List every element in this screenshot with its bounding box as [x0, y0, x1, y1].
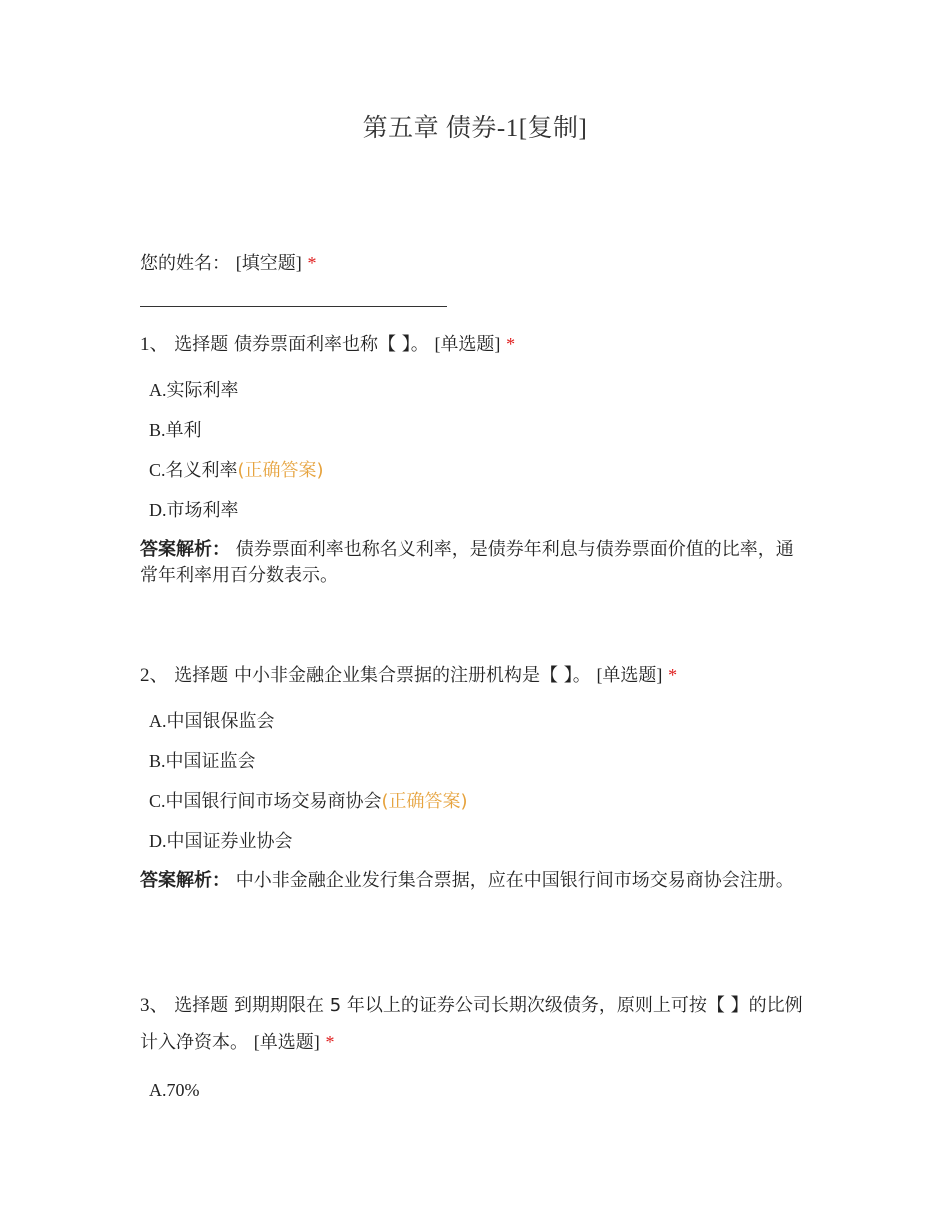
option-text: 中国证券业协会 [166, 831, 293, 852]
question-text: 选择题 到期期限在 5 年以上的证券公司长期次级债务，原则上可按【 】的比例计入净资本。 [140, 995, 803, 1053]
question-2-option-b [149, 749, 256, 774]
analysis-label: 答案解析： [140, 870, 230, 891]
option-letter: D. [149, 831, 167, 851]
option-letter: A. [149, 711, 167, 731]
question-type-tag: [单选题] [434, 334, 501, 354]
question-1-analysis [140, 537, 800, 589]
question-3-option-a [149, 1078, 200, 1103]
question-text: 选择题 债券票面利率也称【 】。 [174, 334, 429, 355]
question-1-title [140, 326, 810, 363]
question-type-tag: [单选题] [253, 1032, 320, 1052]
option-letter: B. [149, 420, 166, 440]
option-letter: B. [149, 751, 166, 771]
name-answer-line [140, 306, 447, 307]
name-question [140, 245, 810, 282]
question-3-title [140, 988, 805, 1061]
option-text: 单利 [165, 420, 202, 441]
question-2-option-a [149, 709, 275, 734]
option-letter: A. [149, 1080, 167, 1100]
option-letter: A. [149, 380, 167, 400]
option-text: 实际利率 [166, 380, 239, 401]
option-letter: C. [149, 791, 166, 811]
question-1-option-b [149, 418, 202, 443]
question-number: 3、 [140, 995, 169, 1016]
required-mark: * [668, 665, 678, 685]
analysis-text: 债券票面利率也称名义利率，是债券年利息与债券票面价值的比率，通常年利率用百分数表示。 [140, 539, 794, 586]
question-1-option-c [149, 458, 324, 483]
question-type-tag: [填空题] [235, 253, 302, 273]
option-letter: C. [149, 460, 166, 480]
question-2-analysis [140, 868, 800, 894]
option-text: 中国银保监会 [166, 711, 275, 732]
question-text: 选择题 中小非金融企业集合票据的注册机构是【 】。 [174, 665, 591, 686]
question-1-option-d [149, 498, 239, 523]
option-text: 中国证监会 [165, 751, 256, 772]
option-text: 中国银行间市场交易商协会 [165, 791, 382, 812]
name-label: 您的姓名： [140, 253, 230, 274]
option-text: 市场利率 [166, 500, 239, 521]
required-mark: * [307, 253, 317, 273]
question-1-option-a [149, 378, 239, 403]
option-letter: D. [149, 500, 167, 520]
analysis-label: 答案解析： [140, 539, 230, 560]
option-text: 70% [166, 1080, 200, 1100]
question-2-title [140, 657, 810, 694]
question-2-option-c [149, 789, 468, 814]
question-number: 1、 [140, 334, 169, 355]
required-mark: * [506, 334, 516, 354]
question-type-tag: [单选题] [596, 665, 663, 685]
page-title: 第五章 债券-1[复制] [362, 115, 588, 142]
correct-answer-label: (正确答案) [381, 791, 468, 812]
question-number: 2、 [140, 665, 169, 686]
option-text: 名义利率 [165, 460, 238, 481]
analysis-text: 中小非金融企业发行集合票据，应在中国银行间市场交易商协会注册。 [235, 870, 794, 891]
question-2-option-d [149, 829, 293, 854]
correct-answer-label: (正确答案) [237, 460, 324, 481]
required-mark: * [325, 1032, 335, 1052]
